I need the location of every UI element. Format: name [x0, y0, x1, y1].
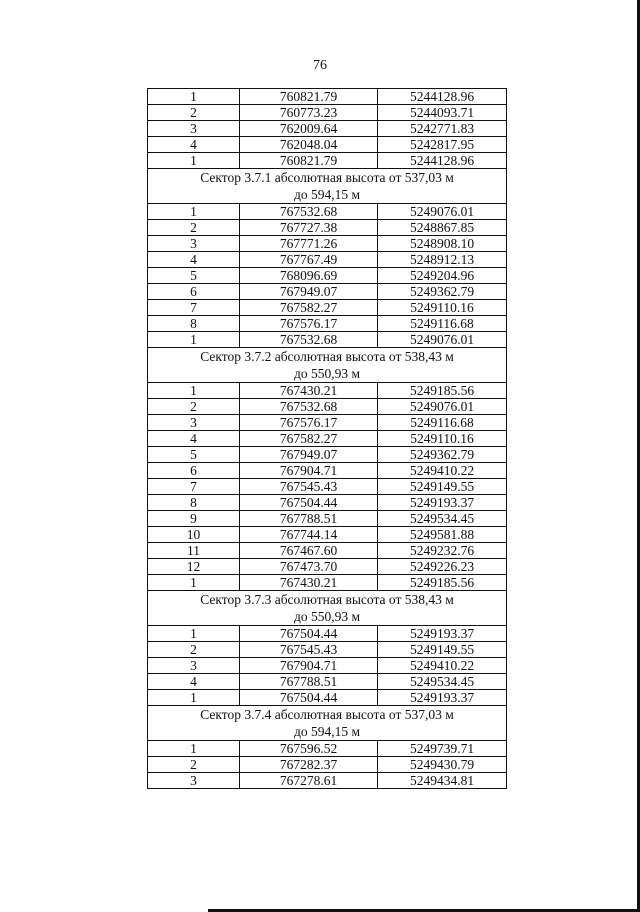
y-coordinate-cell: 5249193.37	[378, 495, 507, 511]
x-coordinate-cell: 760773.23	[240, 105, 378, 121]
y-coordinate-cell: 5248912.13	[378, 252, 507, 268]
x-coordinate-cell: 767904.71	[240, 658, 378, 674]
x-coordinate-cell: 760821.79	[240, 153, 378, 169]
table-row	[148, 399, 507, 415]
table-row	[148, 431, 507, 447]
sector-title: Сектор 3.7.2 абсолютная высота от 538,43 м	[200, 349, 454, 364]
table-row	[148, 658, 507, 674]
table-row	[148, 479, 507, 495]
point-number-cell: 1	[148, 89, 240, 105]
point-number-cell: 7	[148, 479, 240, 495]
table-row	[148, 543, 507, 559]
x-coordinate-cell: 767949.07	[240, 447, 378, 463]
table-row	[148, 300, 507, 316]
sector-header-row	[148, 706, 507, 741]
x-coordinate-cell: 767582.27	[240, 431, 378, 447]
sector-height-limit: до 550,93 м	[293, 609, 361, 624]
x-coordinate-cell: 767576.17	[240, 415, 378, 431]
point-number-cell: 1	[148, 153, 240, 169]
x-coordinate-cell: 767430.21	[240, 383, 378, 399]
y-coordinate-cell: 5244128.96	[378, 89, 507, 105]
y-coordinate-cell: 5242817.95	[378, 137, 507, 153]
table-row	[148, 463, 507, 479]
x-coordinate-cell: 767504.44	[240, 690, 378, 706]
x-coordinate-cell: 767430.21	[240, 575, 378, 591]
x-coordinate-cell: 768096.69	[240, 268, 378, 284]
x-coordinate-cell: 767596.52	[240, 741, 378, 757]
y-coordinate-cell: 5248867.85	[378, 220, 507, 236]
y-coordinate-cell: 5248908.10	[378, 236, 507, 252]
table-row	[148, 332, 507, 348]
coordinates-table	[147, 88, 507, 789]
x-coordinate-cell: 760821.79	[240, 89, 378, 105]
table-row	[148, 220, 507, 236]
sector-header-row	[148, 348, 507, 383]
table-row	[148, 773, 507, 789]
x-coordinate-cell: 762009.64	[240, 121, 378, 137]
point-number-cell: 5	[148, 447, 240, 463]
y-coordinate-cell: 5249110.16	[378, 431, 507, 447]
sector-height-limit: до 550,93 м	[293, 366, 361, 381]
x-coordinate-cell: 767467.60	[240, 543, 378, 559]
x-coordinate-cell: 767473.70	[240, 559, 378, 575]
point-number-cell: 1	[148, 741, 240, 757]
sector-height-limit: до 594,15 м	[293, 724, 361, 739]
y-coordinate-cell: 5249226.23	[378, 559, 507, 575]
point-number-cell: 12	[148, 559, 240, 575]
point-number-cell: 8	[148, 495, 240, 511]
x-coordinate-cell: 767504.44	[240, 495, 378, 511]
table-row	[148, 137, 507, 153]
table-row	[148, 284, 507, 300]
table-row	[148, 527, 507, 543]
x-coordinate-cell: 767727.38	[240, 220, 378, 236]
point-number-cell: 3	[148, 415, 240, 431]
y-coordinate-cell: 5249076.01	[378, 399, 507, 415]
x-coordinate-cell: 767545.43	[240, 642, 378, 658]
sector-header	[148, 169, 507, 204]
y-coordinate-cell: 5242771.83	[378, 121, 507, 137]
x-coordinate-cell: 762048.04	[240, 137, 378, 153]
table-row	[148, 268, 507, 284]
y-coordinate-cell: 5249116.68	[378, 316, 507, 332]
point-number-cell: 4	[148, 137, 240, 153]
x-coordinate-cell: 767949.07	[240, 284, 378, 300]
point-number-cell: 3	[148, 236, 240, 252]
sector-header	[148, 591, 507, 626]
y-coordinate-cell: 5244128.96	[378, 153, 507, 169]
y-coordinate-cell: 5249149.55	[378, 479, 507, 495]
y-coordinate-cell: 5249116.68	[378, 415, 507, 431]
point-number-cell: 3	[148, 121, 240, 137]
x-coordinate-cell: 767545.43	[240, 479, 378, 495]
table-row	[148, 757, 507, 773]
table-row	[148, 121, 507, 137]
x-coordinate-cell: 767532.68	[240, 332, 378, 348]
point-number-cell: 3	[148, 658, 240, 674]
y-coordinate-cell: 5249232.76	[378, 543, 507, 559]
point-number-cell: 4	[148, 431, 240, 447]
x-coordinate-cell: 767788.51	[240, 511, 378, 527]
sector-height-limit: до 594,15 м	[293, 187, 361, 202]
point-number-cell: 11	[148, 543, 240, 559]
table-row	[148, 383, 507, 399]
x-coordinate-cell: 767582.27	[240, 300, 378, 316]
y-coordinate-cell: 5249434.81	[378, 773, 507, 789]
y-coordinate-cell: 5249739.71	[378, 741, 507, 757]
y-coordinate-cell: 5249193.37	[378, 626, 507, 642]
table-row	[148, 741, 507, 757]
x-coordinate-cell: 767771.26	[240, 236, 378, 252]
y-coordinate-cell: 5244093.71	[378, 105, 507, 121]
table-row	[148, 559, 507, 575]
y-coordinate-cell: 5249362.79	[378, 284, 507, 300]
x-coordinate-cell: 767904.71	[240, 463, 378, 479]
point-number-cell: 9	[148, 511, 240, 527]
x-coordinate-cell: 767532.68	[240, 204, 378, 220]
sector-header	[148, 706, 507, 741]
sector-title: Сектор 3.7.3 абсолютная высота от 538,43 м	[200, 592, 454, 607]
y-coordinate-cell: 5249534.45	[378, 511, 507, 527]
y-coordinate-cell: 5249362.79	[378, 447, 507, 463]
x-coordinate-cell: 767744.14	[240, 527, 378, 543]
y-coordinate-cell: 5249204.96	[378, 268, 507, 284]
point-number-cell: 4	[148, 674, 240, 690]
point-number-cell: 1	[148, 204, 240, 220]
sector-header-row	[148, 169, 507, 204]
table-row	[148, 674, 507, 690]
y-coordinate-cell: 5249581.88	[378, 527, 507, 543]
table-row	[148, 153, 507, 169]
y-coordinate-cell: 5249193.37	[378, 690, 507, 706]
y-coordinate-cell: 5249149.55	[378, 642, 507, 658]
sector-title: Сектор 3.7.1 абсолютная высота от 537,03 м	[200, 170, 454, 185]
point-number-cell: 2	[148, 220, 240, 236]
table-row	[148, 575, 507, 591]
table-row	[148, 642, 507, 658]
sector-header-row	[148, 591, 507, 626]
table-row	[148, 105, 507, 121]
point-number-cell: 1	[148, 575, 240, 591]
y-coordinate-cell: 5249076.01	[378, 204, 507, 220]
table-row	[148, 236, 507, 252]
table-row	[148, 204, 507, 220]
y-coordinate-cell: 5249410.22	[378, 463, 507, 479]
point-number-cell: 1	[148, 332, 240, 348]
point-number-cell: 2	[148, 642, 240, 658]
x-coordinate-cell: 767788.51	[240, 674, 378, 690]
point-number-cell: 2	[148, 757, 240, 773]
point-number-cell: 4	[148, 252, 240, 268]
point-number-cell: 8	[148, 316, 240, 332]
table-row	[148, 89, 507, 105]
y-coordinate-cell: 5249076.01	[378, 332, 507, 348]
table-row	[148, 626, 507, 642]
y-coordinate-cell: 5249410.22	[378, 658, 507, 674]
point-number-cell: 1	[148, 626, 240, 642]
table-row	[148, 415, 507, 431]
x-coordinate-cell: 767504.44	[240, 626, 378, 642]
page-number: 76	[313, 58, 327, 73]
sector-title: Сектор 3.7.4 абсолютная высота от 537,03 м	[200, 707, 454, 722]
point-number-cell: 1	[148, 690, 240, 706]
table-row	[148, 511, 507, 527]
y-coordinate-cell: 5249534.45	[378, 674, 507, 690]
point-number-cell: 6	[148, 284, 240, 300]
x-coordinate-cell: 767532.68	[240, 399, 378, 415]
y-coordinate-cell: 5249185.56	[378, 575, 507, 591]
table-row	[148, 252, 507, 268]
point-number-cell: 1	[148, 383, 240, 399]
table-row	[148, 447, 507, 463]
x-coordinate-cell: 767767.49	[240, 252, 378, 268]
sector-header	[148, 348, 507, 383]
table-row	[148, 690, 507, 706]
point-number-cell: 2	[148, 105, 240, 121]
x-coordinate-cell: 767278.61	[240, 773, 378, 789]
point-number-cell: 5	[148, 268, 240, 284]
x-coordinate-cell: 767282.37	[240, 757, 378, 773]
point-number-cell: 7	[148, 300, 240, 316]
y-coordinate-cell: 5249110.16	[378, 300, 507, 316]
point-number-cell: 10	[148, 527, 240, 543]
table-row	[148, 495, 507, 511]
point-number-cell: 3	[148, 773, 240, 789]
point-number-cell: 6	[148, 463, 240, 479]
coordinates-table-body	[148, 89, 507, 789]
y-coordinate-cell: 5249185.56	[378, 383, 507, 399]
y-coordinate-cell: 5249430.79	[378, 757, 507, 773]
point-number-cell: 2	[148, 399, 240, 415]
x-coordinate-cell: 767576.17	[240, 316, 378, 332]
table-row	[148, 316, 507, 332]
